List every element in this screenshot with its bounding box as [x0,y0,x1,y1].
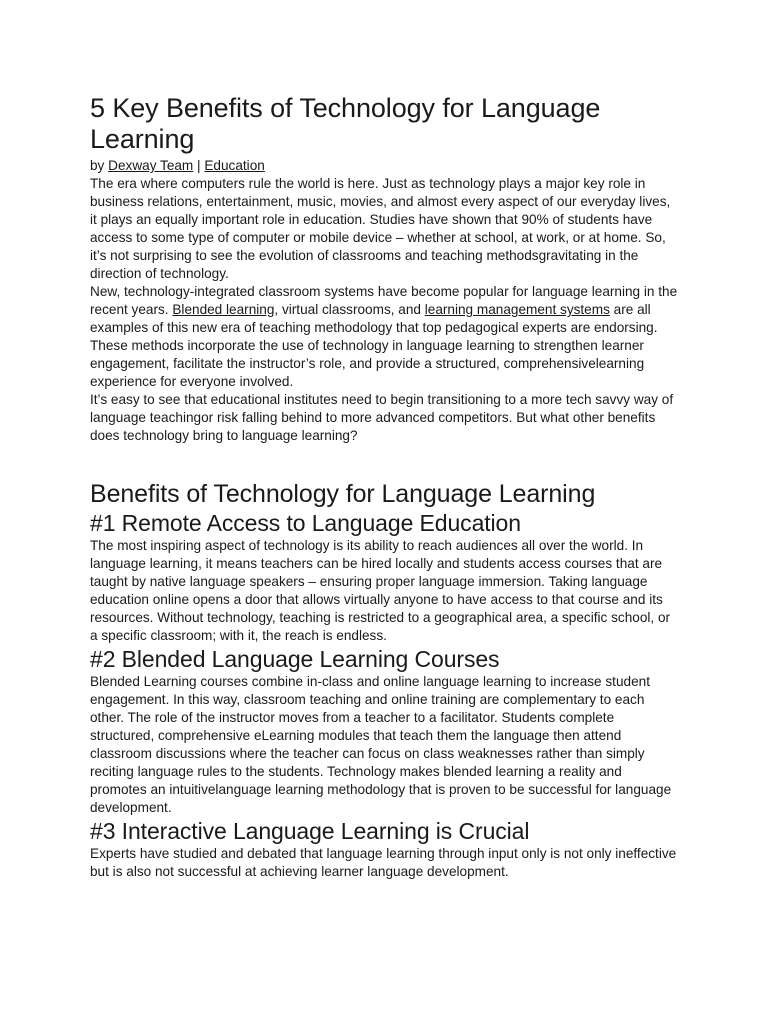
byline [90,157,680,175]
blended-learning-link[interactable]: Blended learning [172,302,275,317]
article [90,93,680,881]
benefit-2-text: Blended Learning courses combine in-class and online language learning to increase student engagement. In this way, classroom teaching and online training are complementary to each other. The role of the instructor moves from a teacher to a facilitator. Students complete structured, comprehensive eLearning modules that teach them the language then attend classroom discussions where the teacher can focus on class weaknesses rather than simply reciting language rules to the students. Technology makes blended learning a reality and promotes an intuitivelanguage learning methodology that is proven to be successful for language development. [90,674,672,815]
category-link[interactable]: Education [204,158,265,173]
byline-prefix: by [90,158,109,173]
lms-link[interactable]: learning management systems [424,302,610,317]
intro-paragraph-1: The era where computers rule the world is here. Just as technology plays a major key role in business relations, entertainment, music, movies, and almost every aspect of our everyday lives, it plays an equally important role in education. Studies have shown that 90% of students have access to some type of computer or mobile device – whether at school, at work, or at home. So, it’s not surprising to see the evolution of classrooms and teaching methodsgravitating in the direction of technology. [90,176,671,281]
benefit-3-text: Experts have studied and debated that language learning through input only is not only ineffective but is also not successful at achieving learner language development. [90,846,677,879]
intro-paragraph-3: It’s easy to see that educational institutes need to begin transitioning to a more tech savvy way of language teachingor risk falling behind to more advanced competitors. But what other benefits does technology bring to language learning? [90,392,674,443]
article-title: 5 Key Benefits of Technology for Language Learning [90,93,601,154]
intro-p2-middle: , virtual classrooms, and [274,302,425,317]
benefit-3-heading: #3 Interactive Language Learning is Crucial [90,818,530,844]
benefit-1-heading: #1 Remote Access to Language Education [90,510,521,536]
byline-separator: | [193,158,205,173]
section-title: Benefits of Technology for Language Learning [90,480,596,508]
author-link[interactable]: Dexway Team [108,158,194,173]
intro-paragraph-2 [90,283,680,391]
benefit-1-text: The most inspiring aspect of technology is its ability to reach audiences all over the world. In language learning, it means teachers can be hired locally and students access courses that are taught by native language speakers – ensuring proper language immersion. Taking language education online opens a door that allows virtually anyone to have access to that course and its resources. Without technology, teaching is restricted to a geographical area, a specific school, or a specific classroom; with it, the reach is endless. [90,538,671,643]
benefit-2-heading: #2 Blended Language Learning Courses [90,646,500,672]
intro-p2-end: are all examples of this new era of teaching methodology that top pedagogical experts are endorsing. These methods incorporate the use of technology in language learning to strengthen learner engagement, facilitate the instructor’s role, and provide a structured, comprehensivelearning experience for everyone involved. [90,302,658,389]
intro-p2-start: New, technology-integrated classroom systems have become popular for language learning in the recent years. [90,284,678,317]
